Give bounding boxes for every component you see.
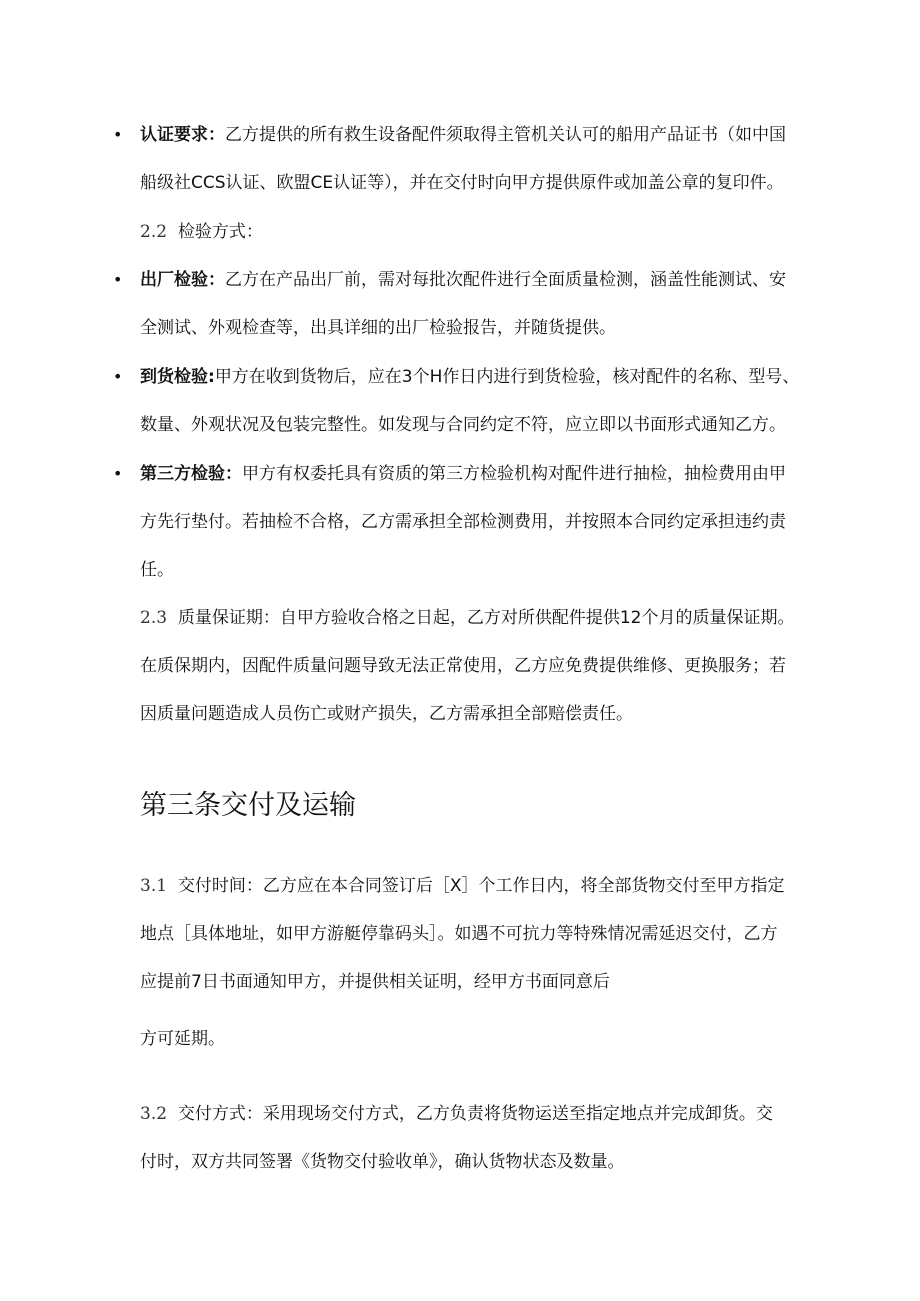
third-party-inspection-text: 甲方有权委托具有资质的第三方检验机构对配件进行抽检，抽检费用由甲 (242, 464, 786, 484)
section-2-3-line-2: 在质保期内，因配件质量问题导致无法正常使用，乙方应免费提供维修、更换服务；若 (140, 656, 786, 676)
article-3-heading: 第三条交付及运输 (140, 790, 356, 821)
delivery-method-text: 交付方式：采用现场交付方式，乙方负责将货物运送至指定地点并完成卸货。交 (177, 1104, 773, 1124)
list-bullet: • (113, 270, 123, 289)
list-bullet: • (113, 464, 123, 483)
section-number: 3.1 (140, 876, 168, 896)
arrival-inspection-term: 到货检验: (140, 367, 215, 387)
warranty-text: 质量保证期：自甲方验收合格之日起，乙方对所供配件提供12个月的质量保证期。 (177, 608, 795, 628)
third-party-inspection-line-2: 方先行垫付。若抽检不合格，乙方需承担全部检测费用，并按照本合同约定承担违约责 (140, 512, 786, 532)
factory-inspection-text: 乙方在产品出厂前，需对每批次配件进行全面质量检测，涵盖性能测试、安 (225, 270, 786, 290)
section-number: 2.2 (140, 222, 168, 242)
section-number: 2.3 (140, 608, 168, 628)
cert-requirement-line-1 (140, 123, 786, 147)
section-3-2-line-2: 付时，双方共同签署《货物交付验收单》，确认货物状态及数量。 (140, 1152, 625, 1172)
arrival-inspection-line-1 (140, 365, 799, 389)
arrival-inspection-text: 甲方在收到货物后，应在3个H作日内进行到货检验，核对配件的名称、型号、 (214, 367, 800, 387)
factory-inspection-term: 出厂检验： (140, 270, 225, 290)
section-title: 检验方式： (177, 222, 263, 242)
section-3-1-line-2: 地点［具体地址，如甲方游艇停靠码头］。如遇不可抗力等特殊情况需延迟交付，乙方 (140, 924, 778, 944)
list-bullet: • (113, 367, 123, 386)
arrival-inspection-line-2: 数量、外观状况及包装完整性。如发现与合同约定不符，应立即以书面形式通知乙方。 (140, 415, 786, 435)
section-3-1-line-4: 方可延期。 (140, 1029, 225, 1049)
list-bullet: • (113, 125, 123, 144)
section-3-1-line-3: 应提前7日书面通知甲方，并提供相关证明，经甲方书面同意后 (140, 972, 610, 992)
third-party-inspection-line-1 (140, 462, 786, 486)
section-number: 3.2 (140, 1104, 168, 1124)
cert-requirement-term: 认证要求： (140, 125, 225, 145)
section-3-1-line-1 (140, 874, 785, 898)
section-2-3-line-1 (140, 606, 795, 630)
delivery-time-text: 交付时间：乙方应在本合同签订后［X］个工作日内，将全部货物交付至甲方指定 (177, 876, 785, 896)
section-2-2-heading (140, 220, 263, 244)
cert-requirement-text: 乙方提供的所有救生设备配件须取得主管机关认可的船用产品证书（如中国 (225, 125, 786, 145)
third-party-inspection-line-3: 任。 (140, 560, 174, 580)
third-party-inspection-term: 第三方检验： (140, 464, 242, 484)
cert-requirement-line-2: 船级社CCS认证、欧盟CE认证等），并在交付时向甲方提供原件或加盖公章的复印件。 (140, 173, 784, 193)
factory-inspection-line-1 (140, 268, 786, 292)
factory-inspection-line-2: 全测试、外观检查等，出具详细的出厂检验报告，并随货提供。 (140, 318, 616, 338)
section-2-3-line-3: 因质量问题造成人员伤亡或财产损失，乙方需承担全部赔偿责任。 (140, 704, 633, 724)
section-3-2-line-1 (140, 1102, 773, 1126)
